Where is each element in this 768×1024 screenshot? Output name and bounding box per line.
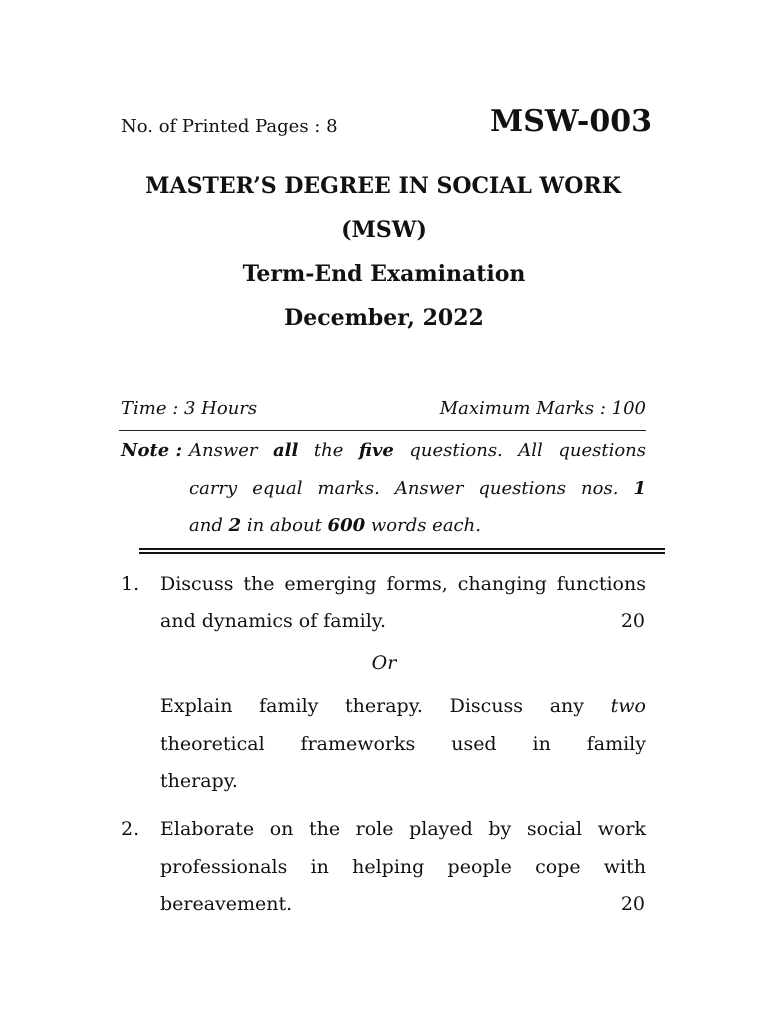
question-number: 1. — [121, 573, 140, 595]
note-line-1 — [189, 440, 646, 461]
note-emphasis: 600 — [327, 515, 366, 536]
exam-session: December, 2022 — [284, 305, 484, 331]
question-1-alt-line-2: theoretical frameworks used in family — [160, 733, 646, 755]
question-2-line-2: professionals in helping people cope with — [160, 856, 646, 878]
question-1-line-1: Discuss the emerging forms, changing functions — [160, 573, 646, 595]
note-line-3 — [189, 515, 481, 536]
question-number: 2. — [121, 818, 140, 840]
note-text: carry equal marks. Answer questions nos. — [189, 478, 634, 499]
question-2-line-3: bereavement. — [160, 893, 293, 915]
paper-code: MSW-003 — [490, 104, 652, 139]
or-separator: Or — [371, 652, 397, 674]
question-2-marks: 20 — [620, 893, 645, 915]
note-emphasis: 2 — [228, 515, 242, 536]
question-2-line-1: Elaborate on the role played by social work — [160, 818, 646, 840]
note-label: Note : — [121, 440, 183, 461]
maximum-marks: Maximum Marks : 100 — [439, 398, 646, 419]
note-divider-bottom — [139, 552, 665, 554]
note-emphasis: 1 — [633, 478, 646, 499]
question-1-line-2: and dynamics of family. — [160, 610, 387, 632]
note-emphasis: five — [358, 440, 394, 461]
note-text: Answer — [189, 440, 274, 461]
printed-pages-count: No. of Printed Pages : 8 — [121, 116, 338, 137]
question-1-alt-line-1 — [160, 695, 646, 717]
question-1-marks: 20 — [620, 610, 645, 632]
exam-title: Term-End Examination — [242, 261, 526, 287]
alt-emphasis: two — [610, 695, 646, 717]
note-text: questions. All questions — [393, 440, 646, 461]
question-1-alt-line-3: therapy. — [160, 770, 238, 792]
note-text: in about — [241, 515, 328, 536]
note-line-2 — [189, 478, 646, 499]
exam-duration: Time : 3 Hours — [121, 398, 258, 419]
degree-title: MASTER’S DEGREE IN SOCIAL WORK — [145, 173, 621, 199]
note-emphasis: all — [273, 440, 299, 461]
degree-abbreviation: (MSW) — [341, 217, 427, 243]
note-text: and — [189, 515, 229, 536]
note-text: words each. — [365, 515, 481, 536]
note-divider-top — [139, 548, 665, 550]
note-text: the — [298, 440, 359, 461]
alt-text: Explain family therapy. Discuss any — [160, 695, 611, 717]
header-divider — [119, 430, 646, 431]
